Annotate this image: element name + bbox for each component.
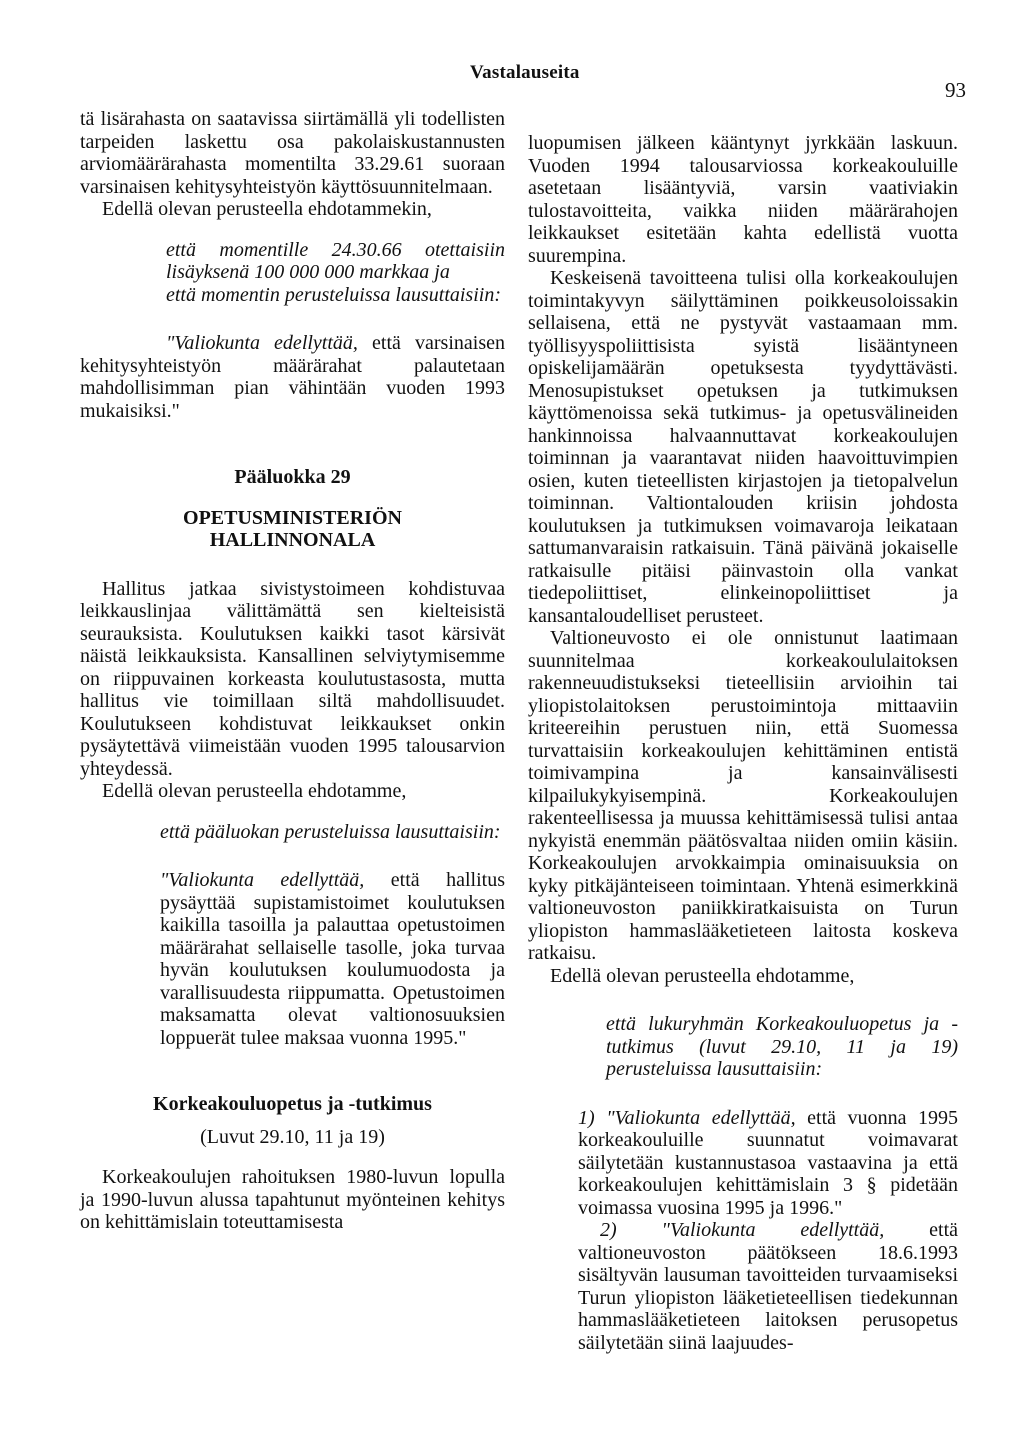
right-lead-paragraph: Edellä olevan perusteella ehdotamme, [550,964,855,987]
quote-2-italic: "Valiokunta edellyttää, [160,869,365,891]
intro-paragraph: tä lisärahasta on saatavissa siirtämällä yli todellisten tarpeiden laskettu osa pakolaiskustannusten arviomäärärahasta momentilta 33.29.61 suoraan varsinaisen kehitysyhteistyön käyttösuunnitelmaan. [80,108,505,198]
heading-paaluokka: Pääluokka 29 [234,466,351,488]
heading-korkeakoulu: Korkeakouluopetus ja -tutkimus [153,1093,432,1115]
proposal-2: että pääluokan perusteluissa lausuttaisiin: [160,820,501,843]
heading-ministry: OPETUSMINISTERIÖN HALLINNONALA [183,506,402,551]
body-paragraph-2: Korkeakoulujen rahoituksen 1980-luvun lopulla ja 1990-luvun alussa tapahtunut myönteinen kehitys on kehittämislain toteuttamisesta [80,1166,505,1233]
proposal-1b: että momentin perusteluissa lausuttaisiin: [166,283,501,306]
right-item-1 [578,1107,958,1220]
proposal-1a: että momentille 24.30.66 otettaisiin lisäyksenä 100 000 000 markkaa ja [166,238,505,283]
quote-2 [160,869,505,1049]
lead-paragraph-2: Edellä olevan perusteella ehdotamme, [102,780,407,802]
body-paragraph-1: Hallitus jatkaa sivistystoimeen kohdistuvaa leikkauslinjaa välittämättä sen kielteisistä seurauksista. Koulutuksen kaikki tasot kärsivät näistä leikkauksista. Kansallinen selviytymisemme on riippuvainen korkeasta koulutustasosta, mutta hallitus vie toimillaan siltä mahdollisuudet. Koulutukseen kohdistuvat leikkaukset onkin pysäytettävä viimeistään vuoden 1995 talousarvion yhteydessä. [80,577,505,780]
right-item-2 [578,1219,958,1354]
right-column [528,108,958,1354]
quote-1 [80,332,505,422]
quote-2-text: että hallitus pysäyttää supistamistoimet koulutuksen kaikilla tasoilla ja palauttaa opetustoimen määrärahat sellaiselle tasolle, joka turvaa hyvän koulutuksen koulumuodosta ja varallisuudesta riippumatta. Opetustoimen maksamatta olevat valtionosuuksien loppuerät tulee maksaa vuonna 1995." [160,869,505,1049]
right-body-paragraph-1: luopumisen jälkeen kääntynyt jyrkkään laskuun. Vuoden 1994 talousarviossa korkeakouluille asetetaan lisääntyviä, varsin vaativiakin tulostavoitteita, vaikka niiden määrärahojen leikkaukset esitetään kahta edellistä vuotta suurempina. [528,132,958,267]
item-2-text: että valtioneuvoston päätökseen 18.6.1993 sisältyvän lausuman tavoitteiden turvaamiseksi Turun yliopiston lääketieteellisen tiedekunnan hammaslääketieteen laitoksen perusopetus säilytetään siinä laajuudes- [578,1219,958,1354]
quote-1-text: että varsinaisen kehitysyhteistyön määrärahat palautetaan mahdollisimman pian vähintään vuoden 1993 mukaisiksi." [80,332,505,422]
right-body-paragraph-3: Valtioneuvosto ei ole onnistunut laatimaan suunnitelmaa korkeakoululaitoksen rakenneuudistukseksi tieteellisiin arvioihin tai yliopistolaitoksen perustoimintoja mittaaviin kriteereihin perustuen niin, että Suomessa turvattaisiin korkeakoulujen kehittäminen entistä toimivampina ja kansainvälisesti kilpailukykyisempinä. Korkeakoulujen rakenteellisessa ja muussa kehittämisessä tulisi antaa nykyistä enemmän päätösvaltaa niiden omiin käsiin. Korkeakoulujen arvokkaimpia ominaisuuksia on kyky pitkäjänteiseen toimintaan. Yhtenä esimerkkinä valtioneuvoston paniikkiratkaisuista on Turun yliopiston hammaslääketieteen laitosta koskeva ratkaisu. [528,627,958,964]
item-1-text: että vuonna 1995 korkeakouluille suunnatut voimavarat säilytetään kustannustasoa vastaavina ja että korkeakoulujen kehittämislain 3 § pidetään voimassa vuosina 1995 ja 1996." [578,1106,958,1219]
item-2-number: 2) [600,1219,617,1241]
item-1-italic: "Valiokunta edellyttää, [594,1106,796,1129]
quote-1-italic: "Valiokunta edellyttää, [166,332,358,354]
page-number: 93 [945,78,966,102]
heading-luvut: (Luvut 29.10, 11 ja 19) [200,1125,385,1148]
item-2-italic: "Valiokunta edellyttää, [616,1219,885,1241]
right-proposal: että lukuryhmän Korkeakouluopetus ja -tutkimus (luvut 29.10, 11 ja 19) perusteluissa lausuttaisiin: [606,1013,958,1080]
page-header [0,62,1024,102]
left-column [80,108,505,1234]
item-1-number: 1) [578,1106,595,1129]
right-body-paragraph-2: Keskeisenä tavoitteena tulisi olla korkeakoulujen toimintakyvyn säilyttäminen poikkeusoloissakin sellaisena, että ne pystyvät vastaamaan mm. työllisyyspoliittisista syistä lisääntyneen opiskelijamäärän opetuksesta tyydyttävästi. Menosupistukset opetuksen ja tutkimuksen käyttömenoissa sekä tutkimus- ja opetusvälineiden hankinnoissa halvaannuttavat korkeakoulujen toiminnan ja vaarantavat niiden haavoittuvimpien osien, kuten tieteellisten kirjastojen ja tietopalvelun toiminnan. Valtiontalouden kriisin johdosta koulutuksen ja tutkimuksen voimavaroja leikataan sattumanvaraisin ratkaisuin. Tänä päivänä jokaiselle ratkaisulle pitäisi päinvastoin olla vankat tiedepoliittiset, elinkeinopoliittiset ja kansantaloudelliset perusteet. [528,267,958,627]
running-head: Vastalauseita [470,62,580,83]
lead-paragraph-1: Edellä olevan perusteella ehdotammekin, [102,198,432,220]
